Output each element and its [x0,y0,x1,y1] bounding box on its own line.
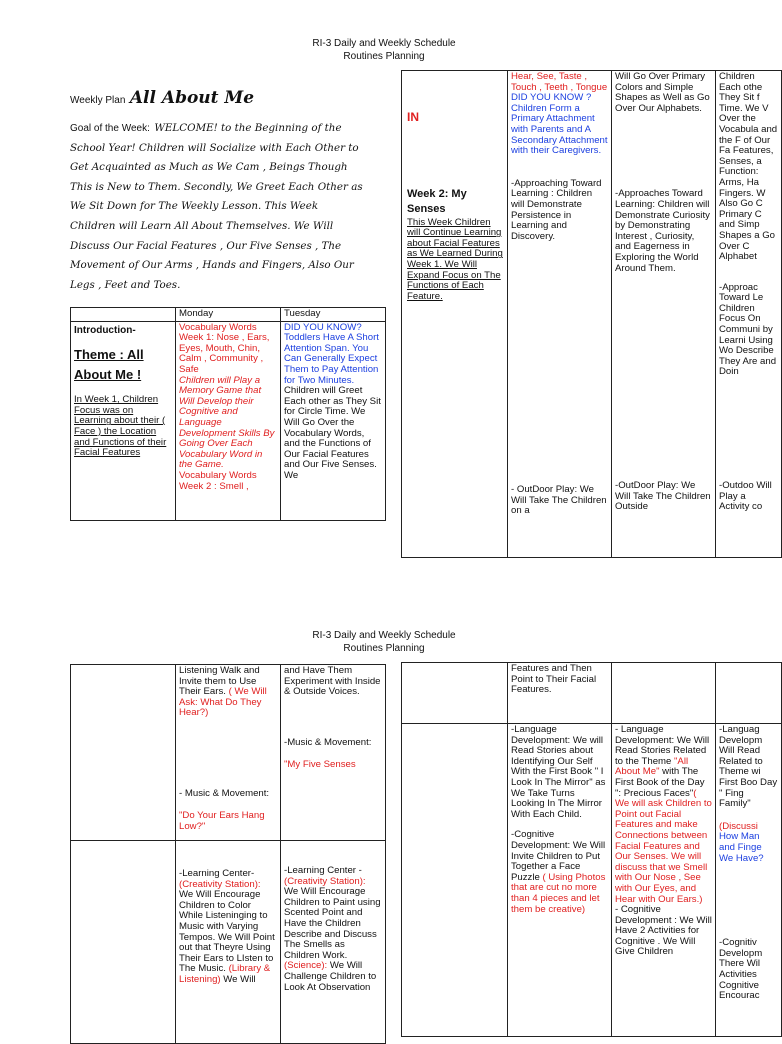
monday-outdoor-cell [176,665,281,841]
outdoor-play-text: - OutDoor Play: We Will Take The Children on a [511,484,607,517]
empty-cell [612,663,716,724]
tuesday-outdoor-cell [281,665,386,841]
goal-label: Goal of the Week: [70,123,150,134]
learning-center-text: We Will Encourage Children to Paint using Scented Point and Have the Children Describe and Discuss The Smells as Children Work. [284,886,381,961]
vocab-senses: Hear, See, Taste , Touch , Teeth , Tongue [511,71,608,93]
empty-label-cell [402,724,508,1037]
facial-features-discussion: ( We will ask Children to Point out Facial Features and make Connections between Facial Features and Our Senses. We will discuss that we Smell with Our Nose , See with Our Eyes, and Hear with Our Ears.) [615,787,712,905]
weekly-plan-heading [70,88,254,108]
approach-learning-text: -Approaches Toward Learning: Children will Demonstrate Curiosity by Demonstrating Interest , Curiosity, and Eagerness in Exploring the World Around Them. [615,188,710,274]
listening-walk-text [179,666,277,719]
goal-line: School Year! Children will Socialize with Each Other to [70,141,359,154]
goal-of-week [70,117,380,295]
col5-fingers-question: How Man and Finge We Have? [719,831,764,864]
tuesday-learning-center-cell [281,841,386,1044]
page2-header [0,629,768,655]
page1-left-table [70,307,386,521]
week2-title: Week 2: My Senses [407,187,467,215]
goal-line: Get Acquainted as Much as We Cam , Beings Though [70,161,348,174]
week2-info-cell [402,71,508,558]
intro-text: In Week 1, Children Focus was on Learning about their ( Face ) the Location and Functions of their Facial Features [74,394,167,459]
tuesday-greet-text: Children will Greet Each other as They Sit for Circle Time. We Will Go Over the Vocabulary Words, and the Functions of Our Facial Features and Our Five Senses. We [284,385,381,481]
did-you-know-toddlers: DID YOU KNOW? Toddlers Have A Short Attention Span. You Can Generally Expect Them to Pay Attention for Two Minutes. [284,321,379,386]
vocab-week1: Vocabulary Words Week 1: Nose , Ears, Eyes, Mouth, Chin, Calm , Community , Safe [179,321,270,375]
primary-colors-text: Will Go Over Primary Colors and Simple Shapes as Well as Go Over Our Alphabets. [615,71,710,114]
learning-center-text: We Will Encourage Children to Color While Listeninging to Music with Varying Tempos. We Will Point out that Theyre Using Their Ears to LIsten to The Music. [179,889,275,975]
cognitive-development-text: - Cognitive Development : We Will Have 2 Activities for Cognitive . We Will Give Children [615,904,712,958]
intro-cell [71,321,176,520]
col3-cell [508,71,612,558]
theme-line1: Theme : All [74,347,144,363]
outdoor-play-text: -OutDoor Play: We Will Take The Children Outside [615,480,711,513]
page1-header [0,37,768,63]
goal-line: Legs , Feet and Toes. [70,278,181,291]
col-header-tuesday: Tuesday [281,308,386,322]
language-development-text: - Language Development: We Will Read Stories Related to the Theme [615,724,710,767]
in-label: IN [407,110,419,124]
page2-left-table [70,664,386,1044]
cognitive-development-text: -Cognitive Development: We Will Invite Children to Put Together a Face Puzzle [511,829,606,883]
tuesday-intro-cell [281,321,386,520]
empty-label-cell [402,663,508,724]
col3-development-cell [508,724,612,1037]
listening-walk: Listening Walk and Invite them to Use Their Ears. [179,665,260,698]
col5-top-text: Children Each othe They Sit f Time. We V Over the Vocabula and the F of Our Fa Features, Senses, a Function: Arms, Ha Fingers. W Also Go C Primary C and Simp Shapes a Go Over C Alphabet [719,71,778,263]
col4-development-cell [612,724,716,1037]
goal-line: Children will Learn All About Themselves. We Will [70,219,334,232]
page2-header-subtitle: Routines Planning [343,643,425,654]
col-header-monday: Monday [176,308,281,322]
col4-cell [612,71,716,558]
did-you-know-attachment: DID YOU KNOW ? Children Form a Primary Attachment with Parents and A Secondary Attachment with their Caregivers. [511,92,608,157]
theme-line2: About Me ! [74,367,142,383]
memory-game-text: Children will Play a Memory Game that Will Develop their Cognitive and Language Development Skills By Going Over Each Vocabulary Word in the Game. [179,374,275,471]
puzzle-note: ( Using Photos that are cut no more than 4 pieces and let them be creative) [511,871,606,915]
col5-cell [716,71,782,558]
empty-label-cell [71,841,176,1044]
five-senses-song: "My Five Senses [284,759,356,770]
empty-header-cell [71,308,176,322]
weekly-plan-label: Weekly Plan [70,95,126,106]
language-development-text: -Language Development: We will Read Stories about Identifying Our Self With the First Book " I Look In The Mirror" as We Take Turns Looking In The Mirror With Each Child. [511,724,606,820]
monday-learning-center-cell [176,841,281,1044]
listening-question: ( We Will Ask: What Do They Hear?) [179,686,267,719]
learning-center-text-cont: We Will [223,973,256,985]
library-listening-label: (Library & Listening) [179,963,271,985]
goal-line: This is New to Them. Secondly, We Greet Each Other as [70,180,363,193]
goal-line: Movement of Our Arms , Hands and Fingers, Also Our [70,259,354,272]
col5-approach-text: -Approac Toward Le Children Focus On Communi by Learni Using Wo Describe They Are and Doin [719,281,777,378]
learning-center-text-cont: We Will Challenge Children to Look At Observation [284,960,377,993]
learning-center-label: -Learning Center- [179,868,255,879]
page2-header-title: RI-3 Daily and Weekly Schedule [312,630,456,641]
voices-text: and Have Them Experiment with Inside & Outside Voices. [284,665,381,698]
approach-learning-text: -Approaching Toward Learning : Children will Demonstrate Persistence in Learning and Discovery. [511,177,602,242]
weekly-plan-title: All About Me [129,88,255,108]
goal-line: We Sit Down for The Weekly Lesson. This Week [70,200,319,213]
goal-line: Discuss Our Facial Features , Our Five Senses , The [70,239,342,252]
music-movement-text: - Music & Movement: [179,788,270,799]
facial-features-cell [508,663,612,724]
precious-faces-text: with The First Book of the Day ": Precious Faces" [615,766,705,799]
creativity-station-label: (Creativity Station): [284,875,366,887]
col5-language-text: -Languag Developm Will Read Related to Theme wi First Boo Day " Fing Family" [719,724,778,810]
col5-development-cell [716,724,782,1037]
col5-discussion-label: (Discussi [719,820,758,832]
point-features-text: Features and Then Point to Their Facial Features. [511,663,597,696]
page1-header-title: RI-3 Daily and Weekly Schedule [312,38,456,49]
creativity-station-label: (Creativity Station): [179,878,261,890]
empty-cell [716,663,782,724]
music-movement-text: -Music & Movement: [284,737,372,748]
learning-center-label: -Learning Center - [284,865,362,876]
col5-outdoor-text: -Outdoo Will Play a Activity co [719,480,772,513]
goal-line: WELCOME! to the Beginning of the [154,122,342,134]
col5-cognitive-text: -Cognitiv Developm There Wil Activities Cognitive Encourac [719,937,763,1002]
science-label: (Science): [284,960,328,972]
empty-label-cell [71,665,176,841]
page2-right-table [401,662,782,1037]
page1-header-subtitle: Routines Planning [343,51,425,62]
all-about-me-label: "All About Me" [615,755,689,778]
monday-intro-cell [176,321,281,520]
page1-right-table [401,70,782,558]
week2-text: This Week Children will Continue Learning about Facial Features as We Learned During Week 1. We Will Expand Focus on The Functions of Each Feature. [407,216,503,302]
intro-label: Introduction- [74,324,136,336]
ears-hang-low-song: "Do Your Ears Hang Low?" [179,810,265,832]
vocab-week2: Vocabulary Words Week 2 : Smell , [179,469,257,492]
